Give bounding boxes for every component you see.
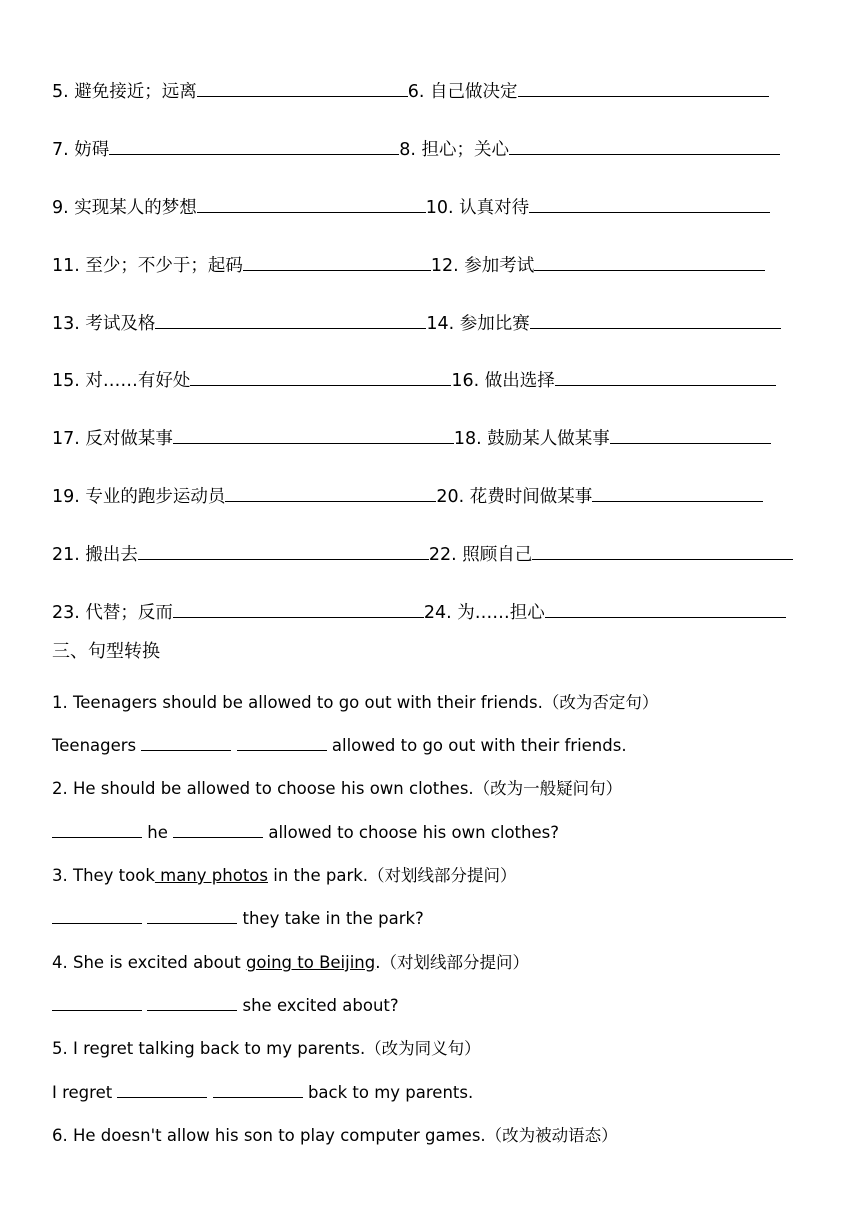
vocab-item-label: 18. 鼓励某人做某事 bbox=[453, 429, 610, 449]
question-5: 5. I regret talking back to my parents.（改为同义句） bbox=[52, 1039, 481, 1058]
answer-blank[interactable] bbox=[534, 254, 765, 271]
question-3 bbox=[52, 865, 517, 887]
vocab-row bbox=[52, 485, 763, 508]
vocab-item-label: 13. 考试及格 bbox=[52, 314, 156, 334]
answer-text: Teenagers bbox=[52, 736, 142, 755]
answer-blank[interactable] bbox=[173, 427, 454, 444]
answer-blank[interactable] bbox=[155, 312, 426, 329]
vocab-row bbox=[52, 196, 770, 219]
vocab-item-label: 22. 照顾自己 bbox=[428, 545, 533, 565]
answer-blank[interactable] bbox=[530, 312, 781, 329]
answer-blank[interactable] bbox=[197, 80, 408, 97]
vocab-item-label: 24. 为……担心 bbox=[423, 603, 545, 623]
question-2: 2. He should be allowed to choose his own clothes.（改为一般疑问句） bbox=[52, 779, 623, 798]
section-title: 三、句型转换 bbox=[52, 641, 160, 662]
answer-text: she excited about? bbox=[237, 996, 399, 1015]
answer-blank[interactable] bbox=[147, 909, 237, 924]
vocab-row bbox=[52, 601, 786, 624]
vocab-item-label: 6. 自己做决定 bbox=[407, 82, 518, 102]
vocab-row bbox=[52, 543, 793, 566]
answer-text: he bbox=[142, 823, 174, 842]
vocab-item-label: 23. 代替；反而 bbox=[52, 603, 173, 623]
answer-text: I regret bbox=[52, 1083, 118, 1102]
answer-blank[interactable] bbox=[197, 196, 426, 213]
answer-blank[interactable] bbox=[213, 1083, 303, 1098]
vocab-item-label: 12. 参加考试 bbox=[430, 256, 535, 276]
answer-blank[interactable] bbox=[518, 80, 769, 97]
answer-blank[interactable] bbox=[190, 369, 451, 386]
vocab-item-label: 17. 反对做某事 bbox=[52, 429, 173, 449]
answer-blank[interactable] bbox=[532, 543, 793, 560]
vocab-row bbox=[52, 254, 765, 277]
vocab-item-label: 21. 搬出去 bbox=[52, 545, 138, 565]
answer-blank[interactable] bbox=[237, 736, 327, 751]
answer-blank[interactable] bbox=[225, 485, 436, 502]
question-6: 6. He doesn't allow his son to play computer games.（改为被动语态） bbox=[52, 1126, 618, 1145]
vocab-row bbox=[52, 80, 769, 103]
answer-blank[interactable] bbox=[52, 909, 142, 924]
question-text: .（对划线部分提问） bbox=[375, 953, 529, 972]
question-text: 4. She is excited about bbox=[52, 953, 246, 972]
answer-text: allowed to choose his own clothes? bbox=[263, 823, 559, 842]
answer-text: they take in the park? bbox=[237, 909, 424, 928]
underlined-phrase: going to Beijing bbox=[245, 953, 376, 972]
vocab-item-label: 14. 参加比赛 bbox=[426, 314, 530, 334]
answer-blank[interactable] bbox=[545, 601, 786, 618]
answer-blank[interactable] bbox=[141, 736, 231, 751]
answer-2 bbox=[52, 822, 559, 844]
vocab-row bbox=[52, 138, 780, 161]
underlined-phrase: many photos bbox=[154, 866, 268, 885]
vocab-item-label: 10. 认真对待 bbox=[425, 198, 530, 218]
vocab-row bbox=[52, 427, 771, 450]
answer-blank[interactable] bbox=[555, 369, 776, 386]
vocab-item-label: 9. 实现某人的梦想 bbox=[52, 198, 197, 218]
vocab-item-label: 11. 至少；不少于；起码 bbox=[52, 256, 243, 276]
answer-blank[interactable] bbox=[138, 543, 429, 560]
answer-4 bbox=[52, 995, 399, 1017]
answer-1 bbox=[52, 735, 627, 757]
question-text: 3. They took bbox=[52, 866, 155, 885]
vocab-item-label: 7. 妨碍 bbox=[52, 140, 110, 160]
vocab-item-label: 16. 做出选择 bbox=[451, 371, 555, 391]
question-4 bbox=[52, 952, 529, 974]
answer-blank[interactable] bbox=[147, 996, 237, 1011]
answer-blank[interactable] bbox=[173, 823, 263, 838]
vocab-row bbox=[52, 369, 776, 392]
answer-blank[interactable] bbox=[592, 485, 763, 502]
vocab-row bbox=[52, 312, 781, 335]
answer-blank[interactable] bbox=[173, 601, 424, 618]
answer-blank[interactable] bbox=[52, 823, 142, 838]
question-1: 1. Teenagers should be allowed to go out with their friends.（改为否定句） bbox=[52, 693, 659, 712]
answer-blank[interactable] bbox=[509, 138, 780, 155]
answer-blank[interactable] bbox=[109, 138, 399, 155]
vocab-item-label: 19. 专业的跑步运动员 bbox=[52, 487, 226, 507]
answer-text: allowed to go out with their friends. bbox=[326, 736, 627, 755]
answer-blank[interactable] bbox=[529, 196, 770, 213]
answer-text: back to my parents. bbox=[302, 1083, 474, 1102]
answer-5 bbox=[52, 1082, 473, 1104]
answer-blank[interactable] bbox=[117, 1083, 207, 1098]
answer-blank[interactable] bbox=[243, 254, 431, 271]
answer-blank[interactable] bbox=[52, 996, 142, 1011]
vocab-item-label: 20. 花费时间做某事 bbox=[436, 487, 593, 507]
vocab-item-label: 15. 对……有好处 bbox=[52, 371, 191, 391]
answer-3 bbox=[52, 908, 424, 930]
vocab-item-label: 8. 担心；关心 bbox=[399, 140, 510, 160]
answer-blank[interactable] bbox=[610, 427, 771, 444]
vocab-item-label: 5. 避免接近；远离 bbox=[52, 82, 197, 102]
question-text: in the park.（对划线部分提问） bbox=[268, 866, 517, 885]
